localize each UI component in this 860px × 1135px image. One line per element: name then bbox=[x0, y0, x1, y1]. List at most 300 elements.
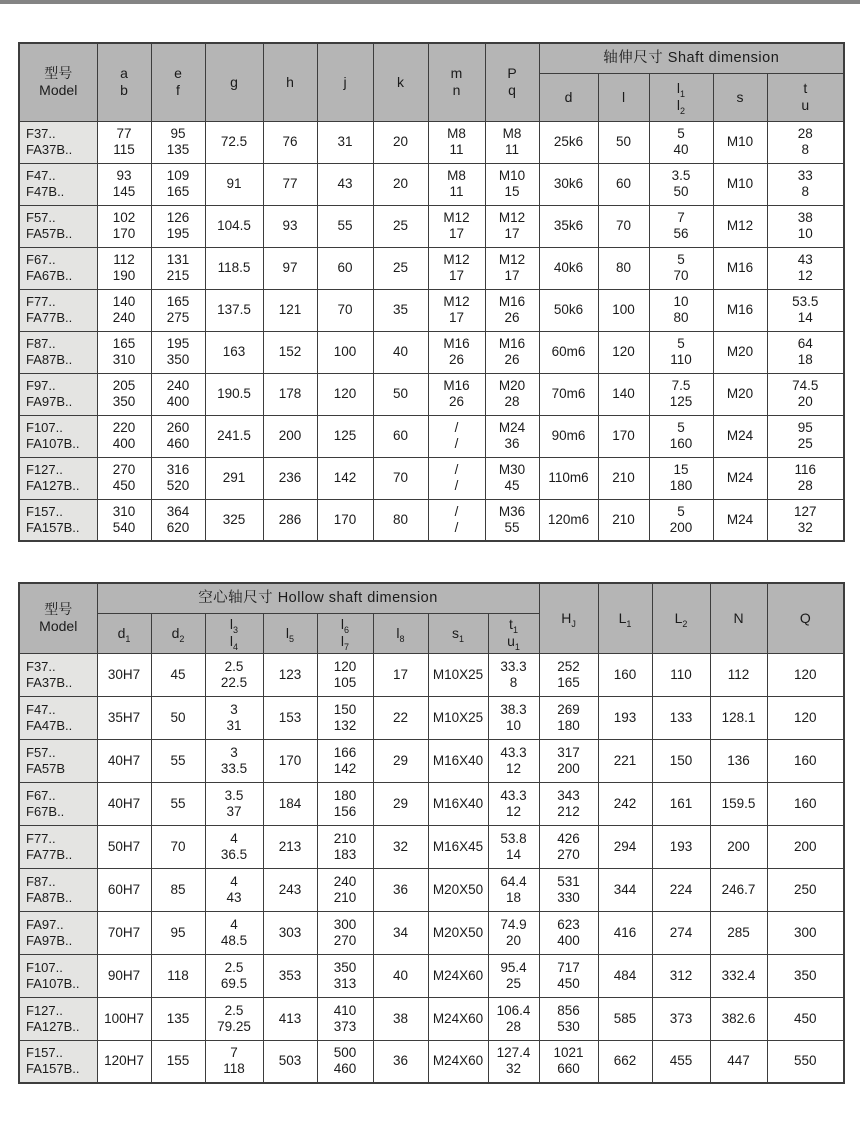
table-row bbox=[19, 163, 844, 205]
model-cell: F77.. FA77B.. bbox=[19, 289, 97, 331]
table-cell: 120 105 bbox=[317, 653, 373, 696]
table-cell: 90m6 bbox=[539, 415, 598, 457]
table-cell: 165 275 bbox=[151, 289, 205, 331]
column-header: g bbox=[205, 43, 263, 121]
table-cell: M16 bbox=[713, 289, 767, 331]
table-cell: M8 11 bbox=[428, 163, 485, 205]
model-cell: F37.. FA37B.. bbox=[19, 121, 97, 163]
table-cell: 325 bbox=[205, 499, 263, 541]
table-cell: 38 10 bbox=[767, 205, 844, 247]
table-cell: 17 bbox=[373, 653, 428, 696]
table-cell: 241.5 bbox=[205, 415, 263, 457]
table-cell: 53.8 14 bbox=[488, 825, 539, 868]
column-header: j bbox=[317, 43, 373, 121]
table-cell: 55 bbox=[317, 205, 373, 247]
table-cell: 135 bbox=[151, 997, 205, 1040]
table-cell: 170 bbox=[317, 499, 373, 541]
table-cell: 3 31 bbox=[205, 696, 263, 739]
table-cell: 152 bbox=[263, 331, 317, 373]
table-cell: 193 bbox=[652, 825, 710, 868]
table-cell: 426 270 bbox=[539, 825, 598, 868]
table-cell: 28 8 bbox=[767, 121, 844, 163]
table-cell: 93 bbox=[263, 205, 317, 247]
hollow-shaft-dimension-table bbox=[18, 582, 845, 1084]
table-row bbox=[19, 825, 844, 868]
table-cell: M16 26 bbox=[485, 289, 539, 331]
table-cell: 43.3 12 bbox=[488, 782, 539, 825]
model-cell: F67.. F67B.. bbox=[19, 782, 97, 825]
table-cell: 112 bbox=[710, 653, 767, 696]
table-cell: 447 bbox=[710, 1040, 767, 1083]
model-cell: F127.. FA127B.. bbox=[19, 457, 97, 499]
table-cell: 70 bbox=[151, 825, 205, 868]
table-cell: 85 bbox=[151, 868, 205, 911]
model-cell: F157.. FA157B.. bbox=[19, 1040, 97, 1083]
table-cell: 178 bbox=[263, 373, 317, 415]
table-cell: 303 bbox=[263, 911, 317, 954]
model-cell: F107.. FA107B.. bbox=[19, 415, 97, 457]
table-cell: 60m6 bbox=[539, 331, 598, 373]
table-cell: 100 bbox=[598, 289, 649, 331]
table-cell: 200 bbox=[710, 825, 767, 868]
shaft-dimension-table bbox=[18, 42, 845, 542]
column-header: l bbox=[598, 73, 649, 121]
table-cell: 35k6 bbox=[539, 205, 598, 247]
table-cell: 364 620 bbox=[151, 499, 205, 541]
header-row bbox=[19, 43, 844, 73]
column-header: h bbox=[263, 43, 317, 121]
table-cell: 4 43 bbox=[205, 868, 263, 911]
table-cell: 1021 660 bbox=[539, 1040, 598, 1083]
table-cell: 131 215 bbox=[151, 247, 205, 289]
table-cell: 160 bbox=[598, 653, 652, 696]
table-cell: 95 135 bbox=[151, 121, 205, 163]
table-row bbox=[19, 782, 844, 825]
table-cell: 74.5 20 bbox=[767, 373, 844, 415]
column-header: $l_1$ $l_2$ bbox=[649, 73, 713, 121]
column-header: $d_2$ bbox=[151, 613, 205, 653]
table-cell: 5 110 bbox=[649, 331, 713, 373]
table-cell: 80 bbox=[373, 499, 428, 541]
table-cell: 22 bbox=[373, 696, 428, 739]
model-column-header: 型号 Model bbox=[19, 43, 97, 121]
table-cell: 240 210 bbox=[317, 868, 373, 911]
table-cell: 128.1 bbox=[710, 696, 767, 739]
table-cell: 118.5 bbox=[205, 247, 263, 289]
group-header: 空心轴尺寸 Hollow shaft dimension bbox=[97, 583, 539, 613]
table-cell: 484 bbox=[598, 954, 652, 997]
table-cell: 180 156 bbox=[317, 782, 373, 825]
table-cell: 413 bbox=[263, 997, 317, 1040]
column-header: $l_3$ $l_4$ bbox=[205, 613, 263, 653]
column-header: e f bbox=[151, 43, 205, 121]
table-row bbox=[19, 868, 844, 911]
table-cell: 126 195 bbox=[151, 205, 205, 247]
table-cell: 110m6 bbox=[539, 457, 598, 499]
table-cell: 53.5 14 bbox=[767, 289, 844, 331]
model-cell: F37.. FA37B.. bbox=[19, 653, 97, 696]
table-cell: 125 bbox=[317, 415, 373, 457]
table-cell: 109 165 bbox=[151, 163, 205, 205]
model-cell: F127.. FA127B.. bbox=[19, 997, 97, 1040]
table-cell: 274 bbox=[652, 911, 710, 954]
table-cell: 50 bbox=[598, 121, 649, 163]
column-header: $l_8$ bbox=[373, 613, 428, 653]
table-cell: 382.6 bbox=[710, 997, 767, 1040]
table-cell: 343 212 bbox=[539, 782, 598, 825]
table-cell: 77 115 bbox=[97, 121, 151, 163]
table-cell: M24 bbox=[713, 457, 767, 499]
table-cell: 33.3 8 bbox=[488, 653, 539, 696]
table-cell: M16 26 bbox=[428, 373, 485, 415]
table-cell: M12 17 bbox=[428, 289, 485, 331]
table-cell: 5 40 bbox=[649, 121, 713, 163]
table-cell: 120 bbox=[767, 696, 844, 739]
table-cell: 60 bbox=[598, 163, 649, 205]
table-row bbox=[19, 499, 844, 541]
table-cell: 32 bbox=[373, 825, 428, 868]
table-cell: 316 520 bbox=[151, 457, 205, 499]
table-cell: 70H7 bbox=[97, 911, 151, 954]
table-cell: 4 48.5 bbox=[205, 911, 263, 954]
table-cell: 29 bbox=[373, 739, 428, 782]
column-header: t u bbox=[767, 73, 844, 121]
table-cell: 455 bbox=[652, 1040, 710, 1083]
table-cell: 252 165 bbox=[539, 653, 598, 696]
table-cell: M24X60 bbox=[428, 954, 488, 997]
table-cell: 106.4 28 bbox=[488, 997, 539, 1040]
table-cell: 163 bbox=[205, 331, 263, 373]
table-cell: 220 400 bbox=[97, 415, 151, 457]
table-row bbox=[19, 997, 844, 1040]
table-cell: 242 bbox=[598, 782, 652, 825]
table-cell: 40H7 bbox=[97, 782, 151, 825]
table-cell: 3.5 37 bbox=[205, 782, 263, 825]
table-cell: 45 bbox=[151, 653, 205, 696]
table-cell: 286 bbox=[263, 499, 317, 541]
table-cell: 170 bbox=[598, 415, 649, 457]
column-header: $s_1$ bbox=[428, 613, 488, 653]
table-cell: 35 bbox=[373, 289, 428, 331]
table-cell: 95 25 bbox=[767, 415, 844, 457]
table-cell: 36 bbox=[373, 1040, 428, 1083]
column-header: m n bbox=[428, 43, 485, 121]
table-cell: 205 350 bbox=[97, 373, 151, 415]
table-cell: 210 bbox=[598, 499, 649, 541]
table-cell: 300 bbox=[767, 911, 844, 954]
table-cell: 50 bbox=[151, 696, 205, 739]
table-cell: 70m6 bbox=[539, 373, 598, 415]
table-cell: 2.5 69.5 bbox=[205, 954, 263, 997]
table-cell: 133 bbox=[652, 696, 710, 739]
table-cell: 43 bbox=[317, 163, 373, 205]
table-cell: 221 bbox=[598, 739, 652, 782]
table-cell: 285 bbox=[710, 911, 767, 954]
table-cell: 250 bbox=[767, 868, 844, 911]
table-row bbox=[19, 289, 844, 331]
table-cell: 100H7 bbox=[97, 997, 151, 1040]
table-cell: 5 70 bbox=[649, 247, 713, 289]
table-cell: M24X60 bbox=[428, 997, 488, 1040]
table-cell: 25 bbox=[373, 247, 428, 289]
table-cell: 70 bbox=[598, 205, 649, 247]
table-cell: 200 bbox=[767, 825, 844, 868]
table-cell: 240 400 bbox=[151, 373, 205, 415]
table-cell: 50k6 bbox=[539, 289, 598, 331]
table-cell: 623 400 bbox=[539, 911, 598, 954]
table-cell: 140 bbox=[598, 373, 649, 415]
table-cell: 95.4 25 bbox=[488, 954, 539, 997]
table-cell: 100 bbox=[317, 331, 373, 373]
table-cell: 120m6 bbox=[539, 499, 598, 541]
table-cell: 64.4 18 bbox=[488, 868, 539, 911]
model-cell: FA97.. FA97B.. bbox=[19, 911, 97, 954]
table-cell: 332.4 bbox=[710, 954, 767, 997]
table-row bbox=[19, 739, 844, 782]
table-cell: M24X60 bbox=[428, 1040, 488, 1083]
table-cell: 5 160 bbox=[649, 415, 713, 457]
table-cell: 3.5 50 bbox=[649, 163, 713, 205]
table-cell: 7.5 125 bbox=[649, 373, 713, 415]
table-cell: 260 460 bbox=[151, 415, 205, 457]
table-cell: M30 45 bbox=[485, 457, 539, 499]
table-cell: 72.5 bbox=[205, 121, 263, 163]
table-cell: 717 450 bbox=[539, 954, 598, 997]
table-cell: 243 bbox=[263, 868, 317, 911]
table-cell: M16 26 bbox=[428, 331, 485, 373]
model-cell: F57.. FA57B bbox=[19, 739, 97, 782]
table-cell: 74.9 20 bbox=[488, 911, 539, 954]
table-cell: 166 142 bbox=[317, 739, 373, 782]
table-cell: 97 bbox=[263, 247, 317, 289]
table-cell: 29 bbox=[373, 782, 428, 825]
table-cell: 856 530 bbox=[539, 997, 598, 1040]
table-cell: 195 350 bbox=[151, 331, 205, 373]
table-cell: 102 170 bbox=[97, 205, 151, 247]
model-cell: F87.. FA87B.. bbox=[19, 868, 97, 911]
column-header: $t_1$ $u_1$ bbox=[488, 613, 539, 653]
model-cell: F157.. FA157B.. bbox=[19, 499, 97, 541]
table-cell: 165 310 bbox=[97, 331, 151, 373]
table-cell: M12 17 bbox=[428, 247, 485, 289]
table-cell: M20 bbox=[713, 331, 767, 373]
table-cell: 34 bbox=[373, 911, 428, 954]
table-cell: 40 bbox=[373, 954, 428, 997]
table-cell: M16X40 bbox=[428, 739, 488, 782]
table-cell: M20 28 bbox=[485, 373, 539, 415]
table-cell: M24 bbox=[713, 499, 767, 541]
table-cell: 190.5 bbox=[205, 373, 263, 415]
table-row bbox=[19, 205, 844, 247]
column-header: $H_J$ bbox=[539, 583, 598, 653]
table-cell: 585 bbox=[598, 997, 652, 1040]
table-cell: 10 80 bbox=[649, 289, 713, 331]
table-cell: 184 bbox=[263, 782, 317, 825]
table-cell: 30H7 bbox=[97, 653, 151, 696]
model-cell: F77.. FA77B.. bbox=[19, 825, 97, 868]
table-cell: 120 bbox=[767, 653, 844, 696]
table-cell: 31 bbox=[317, 121, 373, 163]
table-cell: 350 bbox=[767, 954, 844, 997]
table-cell: 123 bbox=[263, 653, 317, 696]
table-cell: M24 bbox=[713, 415, 767, 457]
table-cell: 317 200 bbox=[539, 739, 598, 782]
table-cell: 344 bbox=[598, 868, 652, 911]
table-cell: 4 36.5 bbox=[205, 825, 263, 868]
table-cell: 2.5 22.5 bbox=[205, 653, 263, 696]
table-cell: M16X45 bbox=[428, 825, 488, 868]
table-cell: 50 bbox=[373, 373, 428, 415]
table-cell: M8 11 bbox=[485, 121, 539, 163]
table-cell: M20 bbox=[713, 373, 767, 415]
table-cell: 350 313 bbox=[317, 954, 373, 997]
column-header: N bbox=[710, 583, 767, 653]
column-header: $l_6$ $l_7$ bbox=[317, 613, 373, 653]
table-cell: 40 bbox=[373, 331, 428, 373]
table-cell: M16 26 bbox=[485, 331, 539, 373]
table-cell: 270 450 bbox=[97, 457, 151, 499]
table-cell: 224 bbox=[652, 868, 710, 911]
model-cell: F57.. FA57B.. bbox=[19, 205, 97, 247]
table-cell: 159.5 bbox=[710, 782, 767, 825]
table-cell: M8 11 bbox=[428, 121, 485, 163]
table-row bbox=[19, 653, 844, 696]
model-cell: F97.. FA97B.. bbox=[19, 373, 97, 415]
table-cell: M10X25 bbox=[428, 696, 488, 739]
table-cell: 93 145 bbox=[97, 163, 151, 205]
table-cell: 127.4 32 bbox=[488, 1040, 539, 1083]
table-row bbox=[19, 911, 844, 954]
table-cell: 120 bbox=[598, 331, 649, 373]
table-cell: M10 15 bbox=[485, 163, 539, 205]
table-cell: 5 200 bbox=[649, 499, 713, 541]
table-cell: 120H7 bbox=[97, 1040, 151, 1083]
table-row bbox=[19, 954, 844, 997]
table-cell: 55 bbox=[151, 782, 205, 825]
table-cell: 43 12 bbox=[767, 247, 844, 289]
table-cell: 137.5 bbox=[205, 289, 263, 331]
column-header: $d_1$ bbox=[97, 613, 151, 653]
column-header: k bbox=[373, 43, 428, 121]
table-cell: 170 bbox=[263, 739, 317, 782]
table-cell: 500 460 bbox=[317, 1040, 373, 1083]
table-cell: 90H7 bbox=[97, 954, 151, 997]
table-cell: 160 bbox=[767, 782, 844, 825]
column-header: Q bbox=[767, 583, 844, 653]
table-row bbox=[19, 331, 844, 373]
table-cell: 118 bbox=[151, 954, 205, 997]
table-cell: M12 17 bbox=[485, 205, 539, 247]
table-cell: 193 bbox=[598, 696, 652, 739]
table-cell: 104.5 bbox=[205, 205, 263, 247]
model-cell: F47.. FA47B.. bbox=[19, 696, 97, 739]
table-cell: 110 bbox=[652, 653, 710, 696]
table-cell: 550 bbox=[767, 1040, 844, 1083]
table-row bbox=[19, 696, 844, 739]
table-row bbox=[19, 121, 844, 163]
model-column-header: 型号 Model bbox=[19, 583, 97, 653]
table-cell: 36 bbox=[373, 868, 428, 911]
table-cell: 213 bbox=[263, 825, 317, 868]
table-cell: 112 190 bbox=[97, 247, 151, 289]
table-cell: 43.3 12 bbox=[488, 739, 539, 782]
table-cell: M36 55 bbox=[485, 499, 539, 541]
table-cell: 503 bbox=[263, 1040, 317, 1083]
table-cell: 80 bbox=[598, 247, 649, 289]
table-cell: 76 bbox=[263, 121, 317, 163]
table-cell: 662 bbox=[598, 1040, 652, 1083]
table-cell: 7 56 bbox=[649, 205, 713, 247]
table-cell: M10 bbox=[713, 163, 767, 205]
table-cell: 70 bbox=[317, 289, 373, 331]
table-cell: 2.5 79.25 bbox=[205, 997, 263, 1040]
table-row bbox=[19, 415, 844, 457]
table-cell: 142 bbox=[317, 457, 373, 499]
table-cell: 70 bbox=[373, 457, 428, 499]
table-cell: 373 bbox=[652, 997, 710, 1040]
table-cell: 310 540 bbox=[97, 499, 151, 541]
table-cell: / / bbox=[428, 499, 485, 541]
model-cell: F87.. FA87B.. bbox=[19, 331, 97, 373]
column-header: $L_1$ bbox=[598, 583, 652, 653]
table-cell: 116 28 bbox=[767, 457, 844, 499]
table-cell: 155 bbox=[151, 1040, 205, 1083]
table-cell: M10X25 bbox=[428, 653, 488, 696]
table-cell: 150 132 bbox=[317, 696, 373, 739]
table-cell: M10 bbox=[713, 121, 767, 163]
table-cell: 64 18 bbox=[767, 331, 844, 373]
table-cell: 210 bbox=[598, 457, 649, 499]
catalog-page bbox=[0, 4, 860, 1084]
table-cell: 269 180 bbox=[539, 696, 598, 739]
header-row bbox=[19, 583, 844, 613]
table-cell: M12 17 bbox=[428, 205, 485, 247]
table-cell: 210 183 bbox=[317, 825, 373, 868]
table-cell: 38.3 10 bbox=[488, 696, 539, 739]
table-cell: M24 36 bbox=[485, 415, 539, 457]
table-row bbox=[19, 373, 844, 415]
table-cell: 531 330 bbox=[539, 868, 598, 911]
table-cell: 291 bbox=[205, 457, 263, 499]
model-cell: F67.. FA67B.. bbox=[19, 247, 97, 289]
table-cell: 160 bbox=[767, 739, 844, 782]
table-cell: 161 bbox=[652, 782, 710, 825]
table-row bbox=[19, 247, 844, 289]
table-cell: 120 bbox=[317, 373, 373, 415]
table-cell: 30k6 bbox=[539, 163, 598, 205]
table-cell: 20 bbox=[373, 163, 428, 205]
column-header: $l_5$ bbox=[263, 613, 317, 653]
table-cell: 312 bbox=[652, 954, 710, 997]
table-cell: 50H7 bbox=[97, 825, 151, 868]
table-cell: M16 bbox=[713, 247, 767, 289]
table-cell: 15 180 bbox=[649, 457, 713, 499]
table-cell: / / bbox=[428, 415, 485, 457]
table-cell: 140 240 bbox=[97, 289, 151, 331]
table-cell: 416 bbox=[598, 911, 652, 954]
table-cell: 300 270 bbox=[317, 911, 373, 954]
table-cell: 3 33.5 bbox=[205, 739, 263, 782]
table-cell: 40H7 bbox=[97, 739, 151, 782]
table-cell: M12 bbox=[713, 205, 767, 247]
table-row bbox=[19, 457, 844, 499]
table-cell: 20 bbox=[373, 121, 428, 163]
table-cell: M12 17 bbox=[485, 247, 539, 289]
table-cell: 25k6 bbox=[539, 121, 598, 163]
table-cell: 236 bbox=[263, 457, 317, 499]
table-cell: 121 bbox=[263, 289, 317, 331]
table-cell: 77 bbox=[263, 163, 317, 205]
